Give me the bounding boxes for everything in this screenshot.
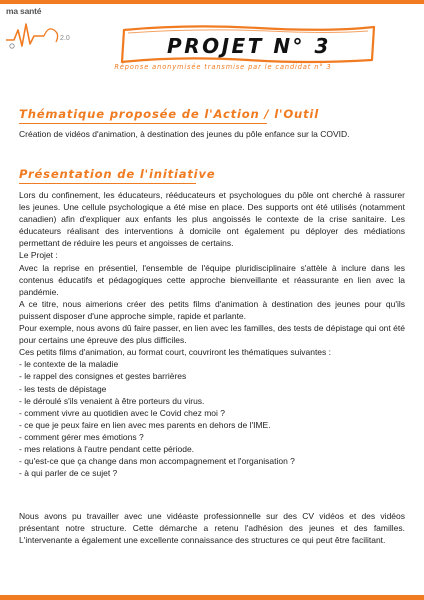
presentation-body xyxy=(19,189,405,479)
heartbeat-icon xyxy=(4,16,84,56)
paragraph: A ce titre, nous aimerions créer des petits films d'animation à destination des jeunes pour qu'ils puissent disposer d'une approche simple, rapide et parlante. xyxy=(19,298,405,321)
logo-suffix: 2.0 xyxy=(60,35,70,42)
presentation-underline xyxy=(19,183,196,184)
bottom-accent-bar xyxy=(0,595,424,600)
title-frame xyxy=(118,22,348,62)
paragraph: Ces petits films d'animation, au format court, couvriront les thématiques suivantes : xyxy=(19,347,332,358)
list-item: - mes relations à l'autre pendant cette période. xyxy=(19,443,195,454)
list-item: - à qui parler de ce sujet ? xyxy=(19,468,118,479)
paragraph: Lors du confinement, les éducateurs, rééducateurs et psychologues du pôle ont cherché à rassurer les jeunes. Une cellule psychologique a été mise en place. Des supports ont été utilisés (notamment canadien) afin d'expliquer aux enfants les plus angoissés le contexte de la crise sanitaire. Les éducateurs réalisant des interventions à domicile ont également pu déployer des médiations permettant de réduire les peurs et angoisses de certains. xyxy=(19,190,405,249)
list-item: - le rappel des consignes et gestes barrières xyxy=(19,371,187,382)
list-item: - ce que je peux faire en lien avec mes parents en dehors de l'IME. xyxy=(19,419,271,430)
list-item: - comment vivre au quotidien avec le Covid chez moi ? xyxy=(19,407,225,418)
paragraph: Le Projet : xyxy=(19,250,58,261)
ma-sante-logo xyxy=(4,6,84,58)
list-item: - comment gérer mes émotions ? xyxy=(19,431,144,442)
list-item: - les tests de dépistage xyxy=(19,383,107,394)
list-item: - le déroulé s'ils venaient à être porteurs du virus. xyxy=(19,395,205,406)
page-subtitle: Réponse anonymisée transmise par le candidat n° 3 xyxy=(114,63,332,71)
thematique-underline xyxy=(19,123,267,124)
list-item: - qu'est-ce que ça change dans mon accompagnement et l'organisation ? xyxy=(19,456,295,467)
page-title: PROJET N° 3 xyxy=(167,34,331,58)
list-item: - le contexte de la maladie xyxy=(19,359,119,370)
paragraph: Avec la reprise en présentiel, l'ensemble de l'équipe pluridisciplinaire s'attèle à inclure dans les contenus éducatifs et pédagogiques cette approche bienveillante et réassurante en lien avec la pandémie. xyxy=(19,262,405,297)
logo-text: ma santé xyxy=(6,6,42,16)
top-accent-bar xyxy=(0,0,424,4)
presentation-heading: Présentation de l'initiative xyxy=(19,167,216,181)
thematique-heading: Thématique proposée de l'Action / l'Outil xyxy=(19,107,319,121)
thematique-text: Création de vidéos d'animation, à destination des jeunes du pôle enfance sur la COVID. xyxy=(19,129,350,139)
paragraph: Pour exemple, nous avons dû faire passer, en lien avec les familles, des tests de dépistage qui ont été pour certains une épreuve des plus difficiles. xyxy=(19,323,405,346)
closing-paragraph: Nous avons pu travailler avec une vidéaste professionnelle sur des CV vidéos et des vidéos présentant notre structure. Cette démarche a retenu l'adhésion des jeunes et des familles. L'intervenante a également une excellente connaissance des structures ce qui peut être facilitant. xyxy=(19,511,405,546)
